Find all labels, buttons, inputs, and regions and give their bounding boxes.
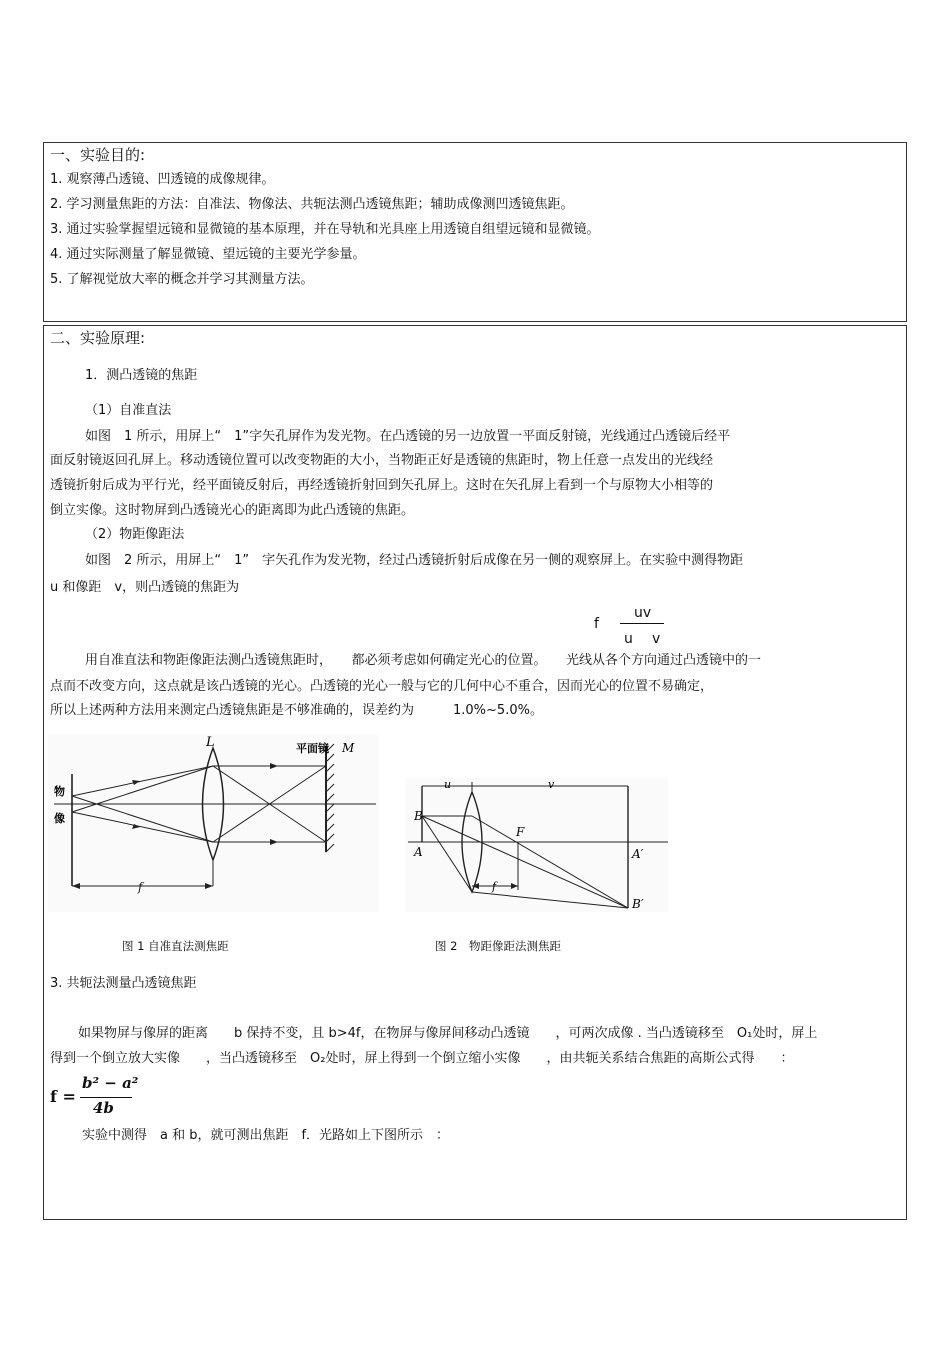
label-image: 像 [54,812,65,825]
objectives-heading: 一、实验目的: [50,146,146,164]
fraction-bar [620,623,664,624]
label-object: 物 [54,785,65,798]
figure-1-caption: 图 1 自准直法测焦距 [122,939,229,953]
paragraph-line: 如果物屏与像屏的距离 b 保持不变，且 b>4f，在物屏与像屏间移动凸透镜 ，可两次成像 . 当凸透镜移至 O₁处时，屏上 [78,1026,818,1041]
paragraph-line: 实验中测得 a 和 b，就可测出焦距 f．光路如上下图所示 ： [82,1128,450,1143]
label-A-prime: A′ [632,847,644,861]
formula-denominator-u: u [624,631,633,647]
label-F: F [516,825,525,839]
label-u: u [444,778,452,791]
paragraph-line: 用自准直法和物距像距法测凸透镜焦距时， 都必须考虑如何确定光心的位置。 光线从各个方向通过凸透镜中的一 [85,653,762,668]
objective-item: 1. 观察薄凸透镜、凹透镜的成像规律。 [50,172,275,187]
label-B: B [414,809,423,823]
formula-f: f [594,616,599,632]
formula2-lhs: f = [50,1087,76,1106]
figure-1-autocollimation [48,734,378,912]
method-title: （2）物距像距法 [85,527,185,542]
formula2-denominator: 4b [93,1099,114,1117]
paragraph-line: 透镜折射后成为平行光，经平面镜反射后，再经透镜折射回到矢孔屏上。这时在矢孔屏上看到一个与原物大小相等的 [50,478,714,493]
label-A: A [414,845,423,859]
figure-2-caption: 图 2 物距像距法测焦距 [435,939,561,953]
objective-item: 2. 学习测量焦距的方法：自准法、物像法、共轭法测凸透镜焦距；辅助成像测凹透镜焦距。 [50,197,574,212]
figure-2-object-image-distance [406,778,668,912]
label-f: f [138,880,143,894]
objective-item: 3. 通过实验掌握望远镜和显微镜的基本原理，并在导轨和光具座上用透镜自组望远镜和显微镜。 [50,222,600,237]
fraction-bar [80,1097,132,1098]
subsection-title: 1．测凸透镜的焦距 [85,368,198,383]
formula-denominator-v: v [652,631,661,647]
label-f: f [492,880,497,893]
paragraph-line: 面反射镜返回孔屏上。移动透镜位置可以改变物距的大小，当物距正好是透镜的焦距时，物上任意一点发出的光线经 [50,453,714,468]
paragraph-line: 倒立实像。这时物屏到凸透镜光心的距离即为此凸透镜的焦距。 [50,503,415,518]
objective-item: 4. 通过实际测量了解显微镜、望远镜的主要光学参量。 [50,247,366,262]
paragraph-line: 如图 1 所示，用屏上“ 1”字矢孔屏作为发光物。在凸透镜的另一边放置一平面反射镜，光线通过凸透镜后经平 [85,429,731,444]
principles-heading: 二、实验原理: [50,329,146,347]
label-L: L [206,735,215,750]
label-M: M [342,741,355,755]
formula-numerator: uv [634,605,652,621]
paragraph-line: u 和像距 v，则凸透镜的焦距为 [50,580,240,595]
label-mirror: 平面镜 [296,742,329,755]
objective-item: 5. 了解视觉放大率的概念并学习其测量方法。 [50,272,314,287]
label-v: v [548,778,555,791]
paragraph-line: 得到一个倒立放大实像 ，当凸透镜移至 O₂处时，屏上得到一个倒立缩小实像 ，由共轭关系结合焦距的高斯公式得 ： [50,1051,794,1066]
paragraph-line: 如图 2 所示，用屏上“ 1” 字矢孔作为发光物，经过凸透镜折射后成像在另一侧的观察屏上。在实验中测得物距 [85,553,744,568]
method-title: （1）自准直法 [85,403,172,418]
subsection-title: 3. 共轭法测量凸透镜焦距 [50,976,197,991]
formula2-numerator: b² − a² [82,1074,139,1092]
paragraph-line: 点而不改变方向，这点就是该凸透镜的光心。凸透镜的光心一般与它的几何中心不重合，因而光心的位置不易确定， [50,679,714,694]
label-B-prime: B′ [632,897,644,911]
paragraph-line: 所以上述两种方法用来测定凸透镜焦距是不够准确的，误差约为 1.0%~5.0%。 [50,703,543,718]
